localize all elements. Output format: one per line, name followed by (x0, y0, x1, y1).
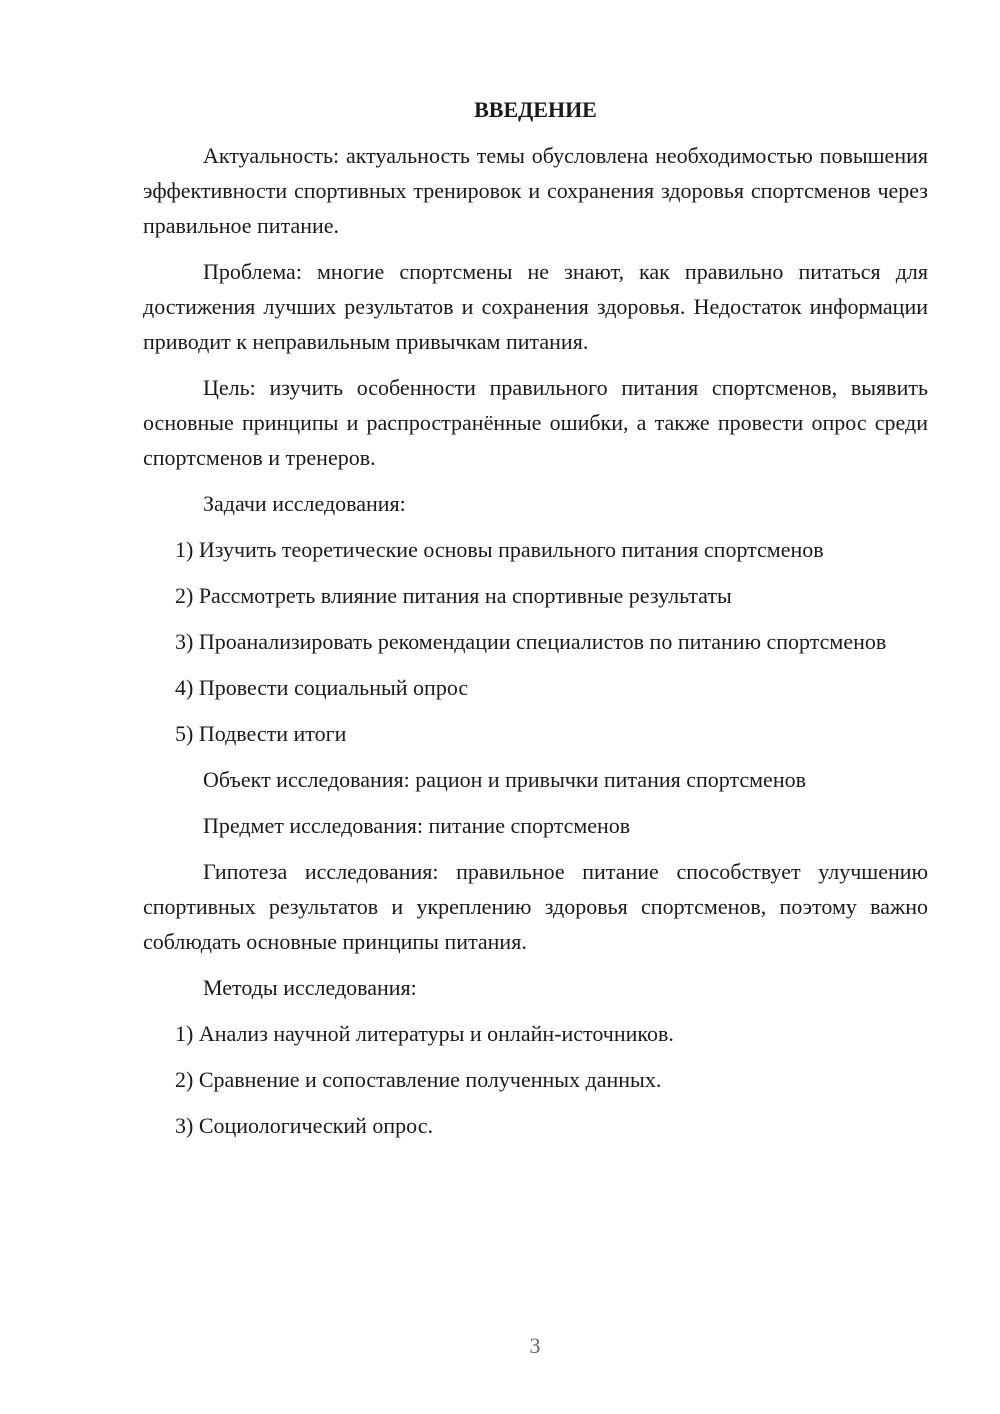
method-item-1: 1) Анализ научной литературы и онлайн-источников. (175, 1021, 674, 1046)
task-item-4: 4) Провести социальный опрос (175, 675, 469, 700)
method-item-2: 2) Сравнение и сопоставление полученных данных. (175, 1067, 662, 1092)
methods-heading: Методы исследования: (203, 975, 417, 1000)
tasks-heading: Задачи исследования: (203, 491, 406, 516)
task-item-3: 3) Проанализировать рекомендации специалистов по питанию спортсменов (175, 629, 887, 654)
method-item-3: 3) Социологический опрос. (175, 1113, 433, 1138)
subject-paragraph: Предмет исследования: питание спортсменов (203, 813, 631, 838)
page-content (143, 92, 928, 1154)
task-item-5: 5) Подвести итоги (175, 721, 347, 746)
relevance-paragraph: Актуальность: актуальность темы обусловлена необходимостью повышения эффективности спортивных тренировок и сохранения здоровья спортсменов через правильное питание. (143, 143, 928, 238)
problem-paragraph: Проблема: многие спортсмены не знают, как правильно питаться для достижения лучших результатов и сохранения здоровья. Недостаток информации приводит к неправильным привычкам питания. (143, 259, 928, 354)
task-item-1: 1) Изучить теоретические основы правильного питания спортсменов (175, 537, 824, 562)
goal-paragraph: Цель: изучить особенности правильного питания спортсменов, выявить основные принципы и распространённые ошибки, а также провести опрос среди спортсменов и тренеров. (143, 375, 928, 470)
object-paragraph: Объект исследования: рацион и привычки питания спортсменов (203, 767, 806, 792)
task-item-2: 2) Рассмотреть влияние питания на спортивные результаты (175, 583, 732, 608)
page-title: ВВЕДЕНИЕ (474, 97, 597, 122)
page-number: 3 (529, 1333, 541, 1358)
hypothesis-paragraph: Гипотеза исследования: правильное питание способствует улучшению спортивных результатов и укреплению здоровья спортсменов, поэтому важно соблюдать основные принципы питания. (143, 859, 928, 954)
